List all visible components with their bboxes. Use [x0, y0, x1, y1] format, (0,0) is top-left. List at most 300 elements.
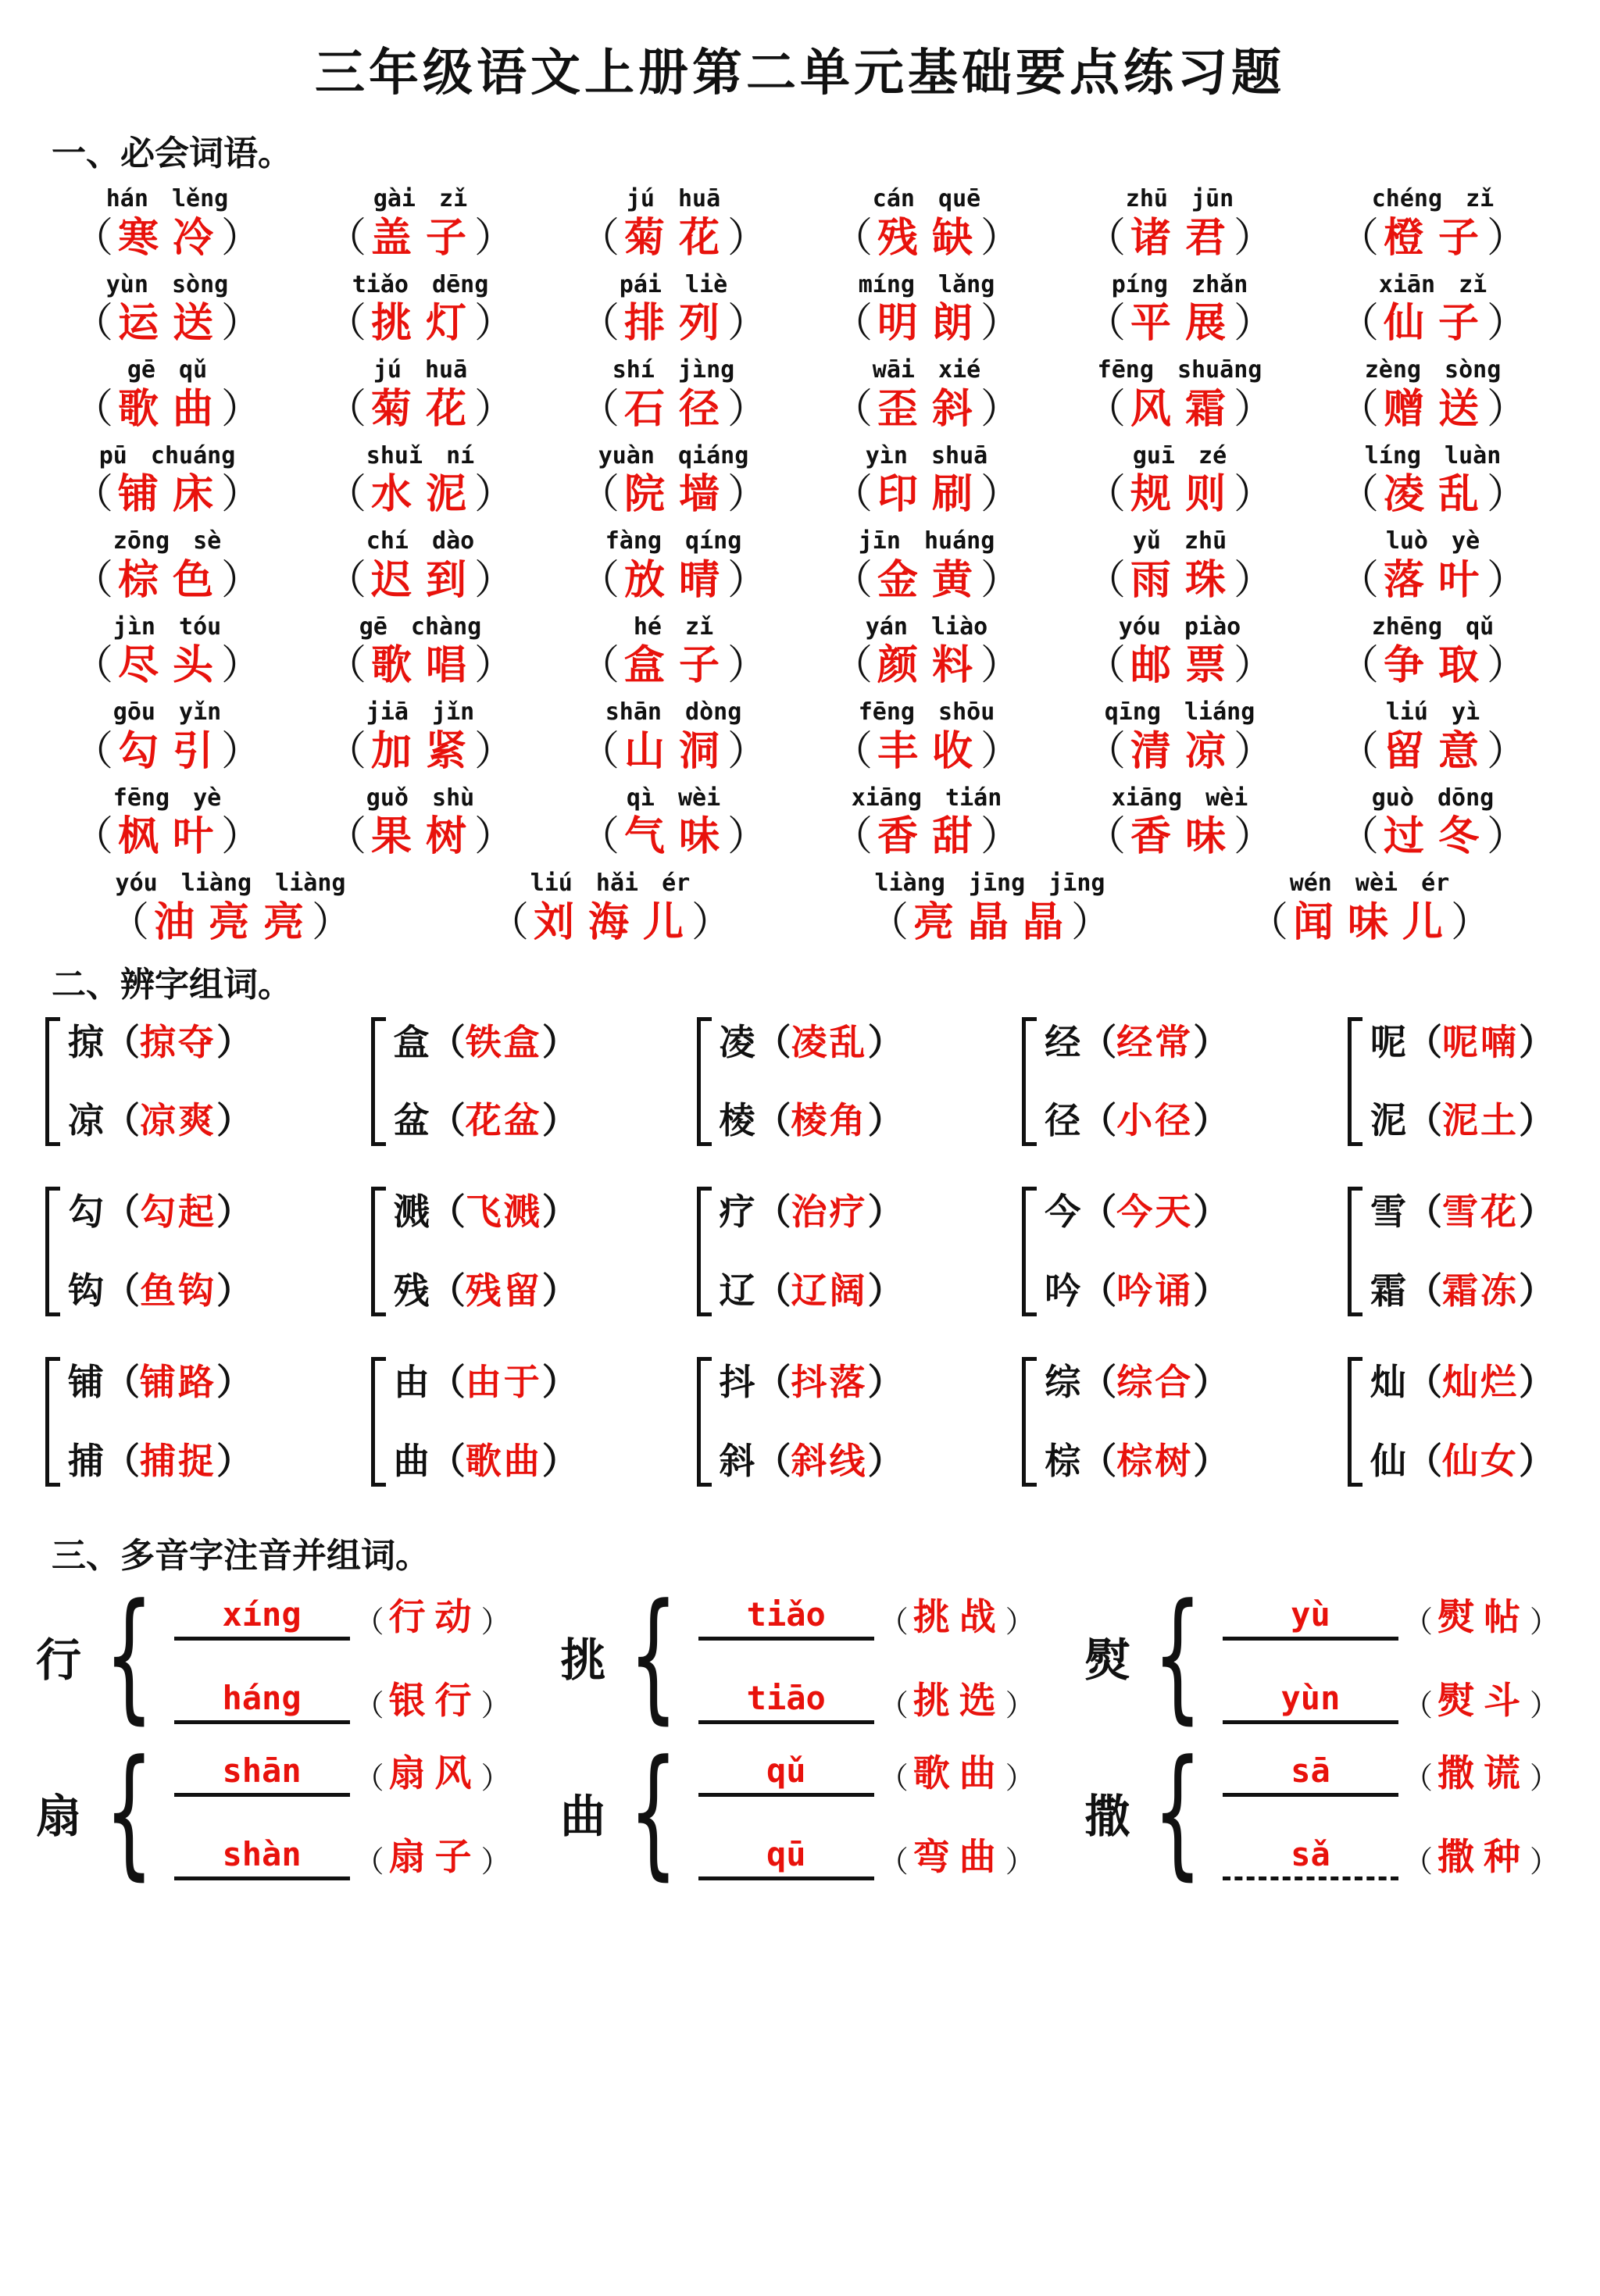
- close-paren: ）: [1005, 1845, 1035, 1879]
- close-paren: ）: [474, 557, 516, 603]
- open-paren: （: [578, 643, 620, 688]
- word-answer: 花盆: [465, 1100, 542, 1141]
- close-paren: ）: [1529, 1689, 1559, 1723]
- character-group: [371, 1357, 578, 1487]
- base-character: 棕: [1045, 1440, 1081, 1481]
- close-paren: ）: [980, 472, 1022, 517]
- word-row: [41, 785, 1559, 863]
- word-answer: 争取: [1383, 643, 1493, 688]
- brace-glyph: {: [1153, 1574, 1203, 1738]
- word-answer: 铺路: [140, 1362, 216, 1403]
- pinyin-label: pái liè: [619, 270, 728, 298]
- word-answer: 掠夺: [140, 1021, 216, 1062]
- word-answer: 棕树: [1116, 1440, 1194, 1481]
- group-bracket: [45, 1017, 60, 1147]
- pinyin-label: guǒ shù: [366, 784, 475, 812]
- base-character: 呢: [1370, 1021, 1406, 1062]
- pinyin-answer: sā: [1223, 1754, 1398, 1797]
- character-group: [371, 1187, 578, 1316]
- word-item: [41, 186, 294, 264]
- word-answer-line: [326, 384, 515, 435]
- word-item: [547, 272, 800, 350]
- character-entry: [1370, 1100, 1555, 1141]
- word-answer: 金黄: [877, 557, 987, 603]
- brace-glyph: {: [1153, 1730, 1203, 1894]
- open-paren: （: [755, 1440, 791, 1481]
- word-answer: 过冬: [1383, 814, 1493, 859]
- close-paren: ）: [474, 215, 516, 261]
- word-answer: 歪斜: [877, 386, 987, 432]
- word-answer: 凌乱: [791, 1021, 868, 1062]
- word-answer: 水泥: [370, 472, 480, 517]
- word-answer-line: [488, 898, 732, 948]
- polyphone-entry: [560, 1730, 1040, 1894]
- base-character: 灿: [1370, 1362, 1406, 1403]
- character-entry: [1045, 1191, 1229, 1233]
- word-item: [1053, 528, 1306, 606]
- word-answer: 清凉: [1130, 728, 1240, 774]
- open-paren: （: [429, 1100, 466, 1141]
- word-answer-line: [1338, 641, 1527, 691]
- group-bracket: [371, 1187, 386, 1316]
- close-paren: ）: [1487, 472, 1528, 517]
- word-answer: 雪花: [1442, 1191, 1519, 1233]
- word-answer-line: [579, 555, 768, 606]
- close-paren: ）: [480, 1845, 511, 1879]
- group-lines: [1045, 1017, 1229, 1147]
- open-paren: （: [1338, 386, 1379, 432]
- word-answer: 菊花: [370, 386, 480, 432]
- word-item: [800, 614, 1053, 692]
- close-paren: ）: [541, 1440, 578, 1481]
- pinyin-label: yuàn qiáng: [598, 441, 749, 470]
- word-item: [1306, 272, 1559, 350]
- word-answer: 凌乱: [1383, 472, 1493, 517]
- open-paren: （: [1084, 814, 1126, 859]
- close-paren: ）: [216, 1191, 252, 1233]
- reading-entry: [1223, 1672, 1564, 1724]
- open-paren: （: [1247, 899, 1288, 945]
- close-paren: ）: [980, 643, 1022, 688]
- word-answer-line: [326, 727, 515, 777]
- word-item: [1306, 785, 1559, 863]
- open-paren: （: [72, 557, 113, 603]
- word-answer: 辽阔: [791, 1270, 868, 1312]
- character-group: [1348, 1357, 1555, 1487]
- pinyin-answer: háng: [174, 1681, 350, 1724]
- word-answer: 诸君: [1130, 215, 1240, 261]
- open-paren: （: [72, 643, 113, 688]
- close-paren: ）: [474, 472, 516, 517]
- close-paren: ）: [1519, 1270, 1555, 1312]
- word-answer: 经常: [1116, 1021, 1194, 1062]
- group-lines: [1370, 1187, 1555, 1316]
- base-character: 盒: [393, 1021, 430, 1062]
- word-item: [1306, 186, 1559, 264]
- word-answer: 仙子: [1383, 301, 1493, 346]
- pinyin-answer: yùn: [1223, 1681, 1398, 1724]
- word-answer-line: [326, 812, 515, 862]
- close-paren: ）: [221, 643, 262, 688]
- close-paren: ）: [216, 1270, 252, 1312]
- word-answer: 尽头: [117, 643, 227, 688]
- word-row: [41, 443, 1559, 521]
- word-row: [41, 614, 1559, 692]
- open-paren: （: [354, 1689, 384, 1723]
- close-paren: ）: [727, 301, 769, 346]
- polyphone-entry: [1084, 1730, 1564, 1894]
- close-paren: ）: [216, 1440, 252, 1481]
- section3-polyphone-list: [0, 1574, 1600, 1894]
- word-answer: 香甜: [877, 814, 987, 859]
- character-group-row: [45, 1357, 1555, 1487]
- group-bracket: [45, 1357, 60, 1487]
- pinyin-label: zhēng qǔ: [1371, 612, 1495, 641]
- open-paren: （: [1080, 1191, 1117, 1233]
- group-bracket: [371, 1017, 386, 1147]
- close-paren: ）: [1487, 728, 1528, 774]
- word-answer: 菊花: [623, 215, 734, 261]
- worksheet-page: [0, 33, 1600, 1894]
- pinyin-label: míng lǎng: [858, 270, 995, 298]
- close-paren: ）: [541, 1270, 578, 1312]
- reading-entry: [174, 1828, 516, 1880]
- word-answer-line: [1085, 555, 1274, 606]
- word-answer-line: [326, 555, 515, 606]
- brace-glyph: {: [104, 1730, 154, 1894]
- open-paren: （: [325, 728, 366, 774]
- character-entry: [68, 1022, 252, 1063]
- open-paren: （: [831, 301, 873, 346]
- reading-list: [1223, 1588, 1564, 1724]
- word-item: [547, 443, 800, 521]
- close-paren: ）: [1234, 814, 1275, 859]
- open-paren: （: [831, 386, 873, 432]
- close-paren: ）: [867, 1270, 904, 1312]
- reading-entry: [174, 1744, 516, 1797]
- word-item: [800, 870, 1180, 948]
- close-paren: ）: [1234, 557, 1275, 603]
- close-paren: ）: [727, 472, 769, 517]
- pinyin-label: yìn shuā: [865, 441, 988, 470]
- close-paren: ）: [1193, 1100, 1230, 1141]
- close-paren: ）: [1487, 814, 1528, 859]
- close-paren: ）: [1519, 1100, 1555, 1141]
- word-answer-line: [832, 213, 1021, 264]
- word-answer-line: [579, 641, 768, 691]
- open-paren: （: [878, 1845, 909, 1879]
- section2-heading: 二、辨字组词。: [52, 965, 292, 1004]
- base-character: 雪: [1370, 1191, 1406, 1233]
- word-answer: 扇风: [388, 1751, 481, 1794]
- pinyin-answer: yù: [1223, 1598, 1398, 1641]
- pinyin-label: tiǎo dēng: [352, 270, 489, 298]
- close-paren: ）: [727, 215, 769, 261]
- word-answer: 灿烂: [1442, 1362, 1519, 1403]
- character-group: [1022, 1357, 1229, 1487]
- base-character: 抖: [719, 1362, 755, 1403]
- open-paren: （: [429, 1191, 466, 1233]
- word-answer-line: [832, 298, 1021, 349]
- word-answer-line: [73, 641, 262, 691]
- word-answer: 刘海儿: [533, 899, 698, 945]
- word-item: [41, 272, 294, 350]
- open-paren: （: [1338, 643, 1379, 688]
- word-item: [1306, 357, 1559, 435]
- close-paren: ）: [727, 814, 769, 859]
- close-paren: ）: [1193, 1191, 1230, 1233]
- pinyin-answer: shàn: [174, 1837, 350, 1880]
- reading-entry: [698, 1672, 1040, 1724]
- open-paren: （: [755, 1270, 791, 1312]
- word-item: [1180, 870, 1559, 948]
- word-answer: 规则: [1130, 472, 1240, 517]
- pinyin-label: yùn sòng: [105, 270, 229, 298]
- word-answer: 泥土: [1442, 1100, 1519, 1141]
- pinyin-label: píng zhǎn: [1111, 270, 1248, 298]
- word-answer: 今天: [1116, 1191, 1194, 1233]
- open-paren: （: [1406, 1191, 1442, 1233]
- close-paren: ）: [1451, 899, 1492, 945]
- close-paren: ）: [980, 215, 1022, 261]
- group-bracket: [1348, 1187, 1362, 1316]
- pinyin-label: fàng qíng: [605, 527, 742, 555]
- base-character: 今: [1045, 1191, 1081, 1233]
- word-answer: 斜线: [791, 1440, 868, 1481]
- word-answer-line: [832, 812, 1021, 862]
- pinyin-label: liú hǎi ér: [530, 869, 691, 897]
- reading-entry: [174, 1672, 516, 1724]
- pinyin-label: yóu liàng liàng: [115, 869, 346, 897]
- word-answer: 行动: [388, 1595, 481, 1637]
- pinyin-answer: tiāo: [698, 1681, 874, 1724]
- word-item: [41, 699, 294, 777]
- word-answer-line: [73, 727, 262, 777]
- reading-list: [698, 1744, 1040, 1880]
- open-paren: （: [831, 814, 873, 859]
- pinyin-label: liàng jīng jīng: [874, 869, 1105, 897]
- word-item: [800, 443, 1053, 521]
- close-paren: ）: [221, 728, 262, 774]
- base-character: 残: [393, 1270, 430, 1312]
- close-paren: ）: [1234, 472, 1275, 517]
- character-entry: [68, 1100, 252, 1141]
- open-paren: （: [578, 215, 620, 261]
- pinyin-answer: qū: [698, 1837, 874, 1880]
- word-item: [294, 357, 547, 435]
- pinyin-answer: tiǎo: [698, 1598, 874, 1641]
- open-paren: （: [72, 728, 113, 774]
- word-answer: 银行: [388, 1679, 481, 1721]
- group-lines: [68, 1017, 252, 1147]
- open-paren: （: [1080, 1270, 1117, 1312]
- word-answer-line: [326, 470, 515, 520]
- pinyin-label: zhū jūn: [1125, 185, 1234, 212]
- polyphone-entry: [1084, 1574, 1564, 1738]
- open-paren: （: [878, 1605, 909, 1639]
- character-entry: [394, 1362, 578, 1403]
- word-answer-line: [1085, 812, 1274, 862]
- word-answer: 残缺: [877, 215, 987, 261]
- close-paren: ）: [541, 1021, 578, 1062]
- pinyin-label: hán lěng: [105, 185, 229, 212]
- pinyin-label: wāi xié: [872, 356, 981, 384]
- close-paren: ）: [1519, 1362, 1555, 1403]
- pinyin-label: fēng shuāng: [1097, 356, 1262, 384]
- word-answer: 由于: [465, 1362, 542, 1403]
- word-item: [420, 870, 800, 948]
- word-answer-line: [832, 641, 1021, 691]
- pinyin-label: jìn tóu: [112, 612, 222, 641]
- word-answer-line: [326, 641, 515, 691]
- close-paren: ）: [1234, 643, 1275, 688]
- close-paren: ）: [727, 386, 769, 432]
- word-answer: 铺床: [117, 472, 227, 517]
- word-item: [41, 785, 294, 863]
- word-item: [547, 528, 800, 606]
- open-paren: （: [429, 1021, 466, 1062]
- open-paren: （: [72, 814, 113, 859]
- word-answer-line: [73, 298, 262, 349]
- open-paren: （: [1402, 1845, 1433, 1879]
- group-lines: [720, 1357, 904, 1487]
- word-item: [294, 528, 547, 606]
- open-paren: （: [325, 215, 366, 261]
- open-paren: （: [1080, 1100, 1117, 1141]
- word-answer-line: [1085, 298, 1274, 349]
- word-answer: 加紧: [370, 728, 480, 774]
- close-paren: ）: [541, 1100, 578, 1141]
- word-answer: 颜料: [877, 643, 987, 688]
- pinyin-label: zōng sè: [112, 527, 222, 555]
- pinyin-label: yán liào: [865, 612, 988, 641]
- base-character: 盆: [393, 1100, 430, 1141]
- pinyin-label: guò dōng: [1371, 784, 1495, 812]
- close-paren: ）: [1071, 899, 1112, 945]
- group-lines: [1370, 1017, 1555, 1147]
- base-character: 综: [1045, 1362, 1081, 1403]
- close-paren: ）: [480, 1689, 511, 1723]
- close-paren: ）: [1487, 215, 1528, 261]
- close-paren: ）: [541, 1362, 578, 1403]
- word-answer: 挑选: [912, 1679, 1005, 1721]
- word-answer-line: [109, 898, 352, 948]
- word-answer: 弯曲: [912, 1835, 1005, 1877]
- base-character: 曲: [393, 1440, 430, 1481]
- word-item: [294, 443, 547, 521]
- base-character: 霜: [1370, 1270, 1406, 1312]
- close-paren: ）: [980, 301, 1022, 346]
- word-item: [800, 699, 1053, 777]
- group-bracket: [697, 1017, 712, 1147]
- open-paren: （: [104, 1270, 140, 1312]
- base-character: 径: [1045, 1100, 1081, 1141]
- word-answer: 枫叶: [117, 814, 227, 859]
- word-row: [41, 357, 1559, 435]
- word-answer: 歌曲: [117, 386, 227, 432]
- open-paren: （: [1338, 557, 1379, 603]
- base-character: 掠: [68, 1021, 104, 1062]
- open-paren: （: [831, 557, 873, 603]
- character-entry: [394, 1022, 578, 1063]
- character-entry: [394, 1270, 578, 1312]
- close-paren: ）: [1519, 1191, 1555, 1233]
- section2-character-groups: [0, 1017, 1600, 1487]
- close-paren: ）: [474, 643, 516, 688]
- word-answer: 歌曲: [465, 1440, 542, 1481]
- word-answer: 呢喃: [1442, 1021, 1519, 1062]
- open-paren: （: [831, 728, 873, 774]
- word-answer: 油亮亮: [153, 899, 318, 945]
- section1-word-list: [0, 186, 1600, 948]
- open-paren: （: [1084, 472, 1126, 517]
- open-paren: （: [1402, 1762, 1433, 1795]
- close-paren: ）: [1487, 557, 1528, 603]
- close-paren: ）: [1487, 386, 1528, 432]
- open-paren: （: [1338, 814, 1379, 859]
- word-answer: 熨帖: [1437, 1595, 1530, 1637]
- close-paren: ）: [980, 557, 1022, 603]
- open-paren: （: [755, 1362, 791, 1403]
- open-paren: （: [1406, 1021, 1442, 1062]
- close-paren: ）: [727, 728, 769, 774]
- close-paren: ）: [1193, 1440, 1230, 1481]
- base-character: 疗: [719, 1191, 755, 1233]
- pinyin-label: gài zǐ: [373, 185, 468, 212]
- open-paren: （: [578, 301, 620, 346]
- base-character: 铺: [68, 1362, 104, 1403]
- group-bracket: [45, 1187, 60, 1316]
- pinyin-label: jiā jǐn: [366, 698, 475, 726]
- word-answer: 闻味儿: [1292, 899, 1457, 945]
- close-paren: ）: [480, 1605, 511, 1639]
- character-entry: [720, 1270, 904, 1312]
- close-paren: ）: [474, 386, 516, 432]
- pinyin-answer: qǔ: [698, 1754, 874, 1797]
- word-item: [547, 186, 800, 264]
- character-entry: [1045, 1022, 1229, 1063]
- brace-glyph: {: [628, 1574, 678, 1738]
- word-answer: 明朗: [877, 301, 987, 346]
- base-character: 钩: [68, 1270, 104, 1312]
- word-answer-line: [832, 470, 1021, 520]
- word-answer: 放晴: [623, 557, 734, 603]
- word-answer: 捕捉: [140, 1440, 216, 1481]
- pinyin-label: chí dào: [366, 527, 475, 555]
- word-answer-line: [1085, 470, 1274, 520]
- group-bracket: [1022, 1357, 1037, 1487]
- character-entry: [1045, 1100, 1229, 1141]
- open-paren: （: [578, 472, 620, 517]
- open-paren: （: [1080, 1021, 1117, 1062]
- word-answer: 综合: [1116, 1362, 1194, 1403]
- reading-entry: [174, 1588, 516, 1641]
- pinyin-label: gē qǔ: [127, 356, 208, 384]
- word-answer: 平展: [1130, 301, 1240, 346]
- word-answer-line: [579, 298, 768, 349]
- close-paren: ）: [221, 301, 262, 346]
- word-answer: 寒冷: [117, 215, 227, 261]
- open-paren: （: [1084, 728, 1126, 774]
- open-paren: （: [755, 1021, 791, 1062]
- character-group-row: [45, 1187, 1555, 1316]
- section3-heading: 三、多音字注音并组词。: [52, 1536, 430, 1575]
- group-bracket: [697, 1357, 712, 1487]
- word-answer: 飞溅: [465, 1191, 542, 1233]
- word-answer-line: [1338, 298, 1527, 349]
- word-item: [41, 614, 294, 692]
- word-answer: 小径: [1116, 1100, 1194, 1141]
